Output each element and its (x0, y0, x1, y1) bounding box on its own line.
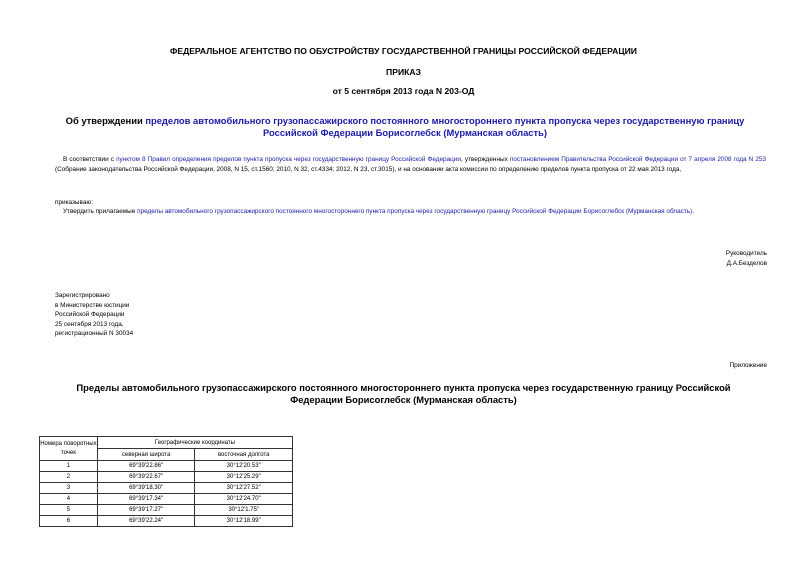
signature-block (726, 249, 767, 268)
header-latitude: северная широта (97, 449, 195, 461)
title-prefix: Об утверждении (65, 115, 146, 126)
header-longitude: восточная долгота (195, 449, 293, 461)
order-text-1: Утвердить прилагаемые (63, 208, 138, 215)
point-number: 5 (40, 505, 98, 516)
table-row (40, 461, 293, 472)
preamble-text-1: В соответствии с (63, 156, 117, 163)
coordinates-table (39, 436, 293, 527)
registration-block (55, 291, 133, 339)
doc-date: от 5 сентября 2013 года N 203-ОД (332, 86, 475, 96)
order-text-2: . (692, 208, 694, 215)
point-number: 6 (40, 516, 98, 527)
limits-link[interactable]: пределы автомобильного грузопассажирского постоянного многостороннего пункта пропуска через государственную границу Российской Федерации Борисоглебск (Мурманская область) (137, 208, 693, 215)
appendix-label: Приложение (729, 362, 767, 369)
latitude-cell: 69°39'22.67" (97, 472, 195, 483)
longitude-cell: 30°12'20.53" (195, 461, 293, 472)
rules-link[interactable]: пунктом 8 Правил определения пределов пункта пропуска через государственную границу Российской Федерации (116, 156, 461, 163)
preamble-text-2: , утвержденных (460, 156, 510, 163)
point-number: 2 (40, 472, 98, 483)
latitude-cell: 69°39'17.34" (97, 494, 195, 505)
point-number: 1 (40, 461, 98, 472)
longitude-cell: 30°12'1.75" (195, 505, 293, 516)
government-decree-link[interactable]: постановлением Правительства Российской Федерации от 7 апреля 2008 года N 253 (509, 156, 766, 163)
longitude-cell: 30°12'27.52" (195, 483, 293, 494)
signature-position: Руководитель (725, 250, 767, 257)
order-paragraph (63, 207, 768, 217)
registration-line: в Министерстве юстиции (55, 301, 130, 309)
table-row (40, 472, 293, 483)
table-row (40, 483, 293, 494)
signature-name: Д.А.Безделов (726, 259, 767, 267)
title-link[interactable]: пределов автомобильного грузопассажирского постоянного многостороннего пункта пропуска через государственную границу Российской Федерации Борисоглебск (Мурманская область) (145, 115, 745, 138)
document-title (55, 115, 755, 139)
registration-line: 25 сентября 2013 года, (55, 320, 124, 328)
table-row (40, 516, 293, 527)
doc-type: ПРИКАЗ (386, 67, 421, 77)
order-word: приказываю: (55, 199, 93, 206)
longitude-cell: 30°12'25.29" (195, 472, 293, 483)
point-number: 4 (40, 494, 98, 505)
appendix-title: Пределы автомобильного грузопассажирского постоянного многостороннего пункта пропуска через государственную границу Российской Федерации Борисоглебск (Мурманская область) (76, 382, 731, 405)
preamble-text-3: (Собрание законодательства Российской Федерации, 2008, N 15, ст.1560; 2010, N 32, ст.4334; 2012, N 23, ст.3015), и на основании акта комиссии по определению пределов пункта пропуска от 22 мая 2013 года, (55, 165, 682, 173)
latitude-cell: 69°39'17.27" (97, 505, 195, 516)
longitude-cell: 30°12'24.70" (195, 494, 293, 505)
header-point-numbers: Номера поворотных точек (40, 437, 98, 461)
preamble-paragraph (55, 155, 766, 174)
latitude-cell: 69°39'22.24" (97, 516, 195, 527)
table-row (40, 505, 293, 516)
agency-header: ФЕДЕРАЛЬНОЕ АГЕНТСТВО ПО ОБУСТРОЙСТВУ ГОСУДАРСТВЕННОЙ ГРАНИЦЫ РОССИЙСКОЙ ФЕДЕРАЦИИ (170, 46, 637, 56)
registration-line: Зарегистрировано (55, 292, 110, 299)
point-number: 3 (40, 483, 98, 494)
latitude-cell: 69°39'18.30" (97, 483, 195, 494)
header-geo-coordinates: Географические координаты (97, 437, 292, 449)
longitude-cell: 30°12'18.99" (195, 516, 293, 527)
latitude-cell: 69°39'22.86" (97, 461, 195, 472)
registration-line: Российской Федерации (55, 311, 125, 319)
registration-line: регистрационный N 30034 (55, 330, 134, 338)
table-row (40, 494, 293, 505)
